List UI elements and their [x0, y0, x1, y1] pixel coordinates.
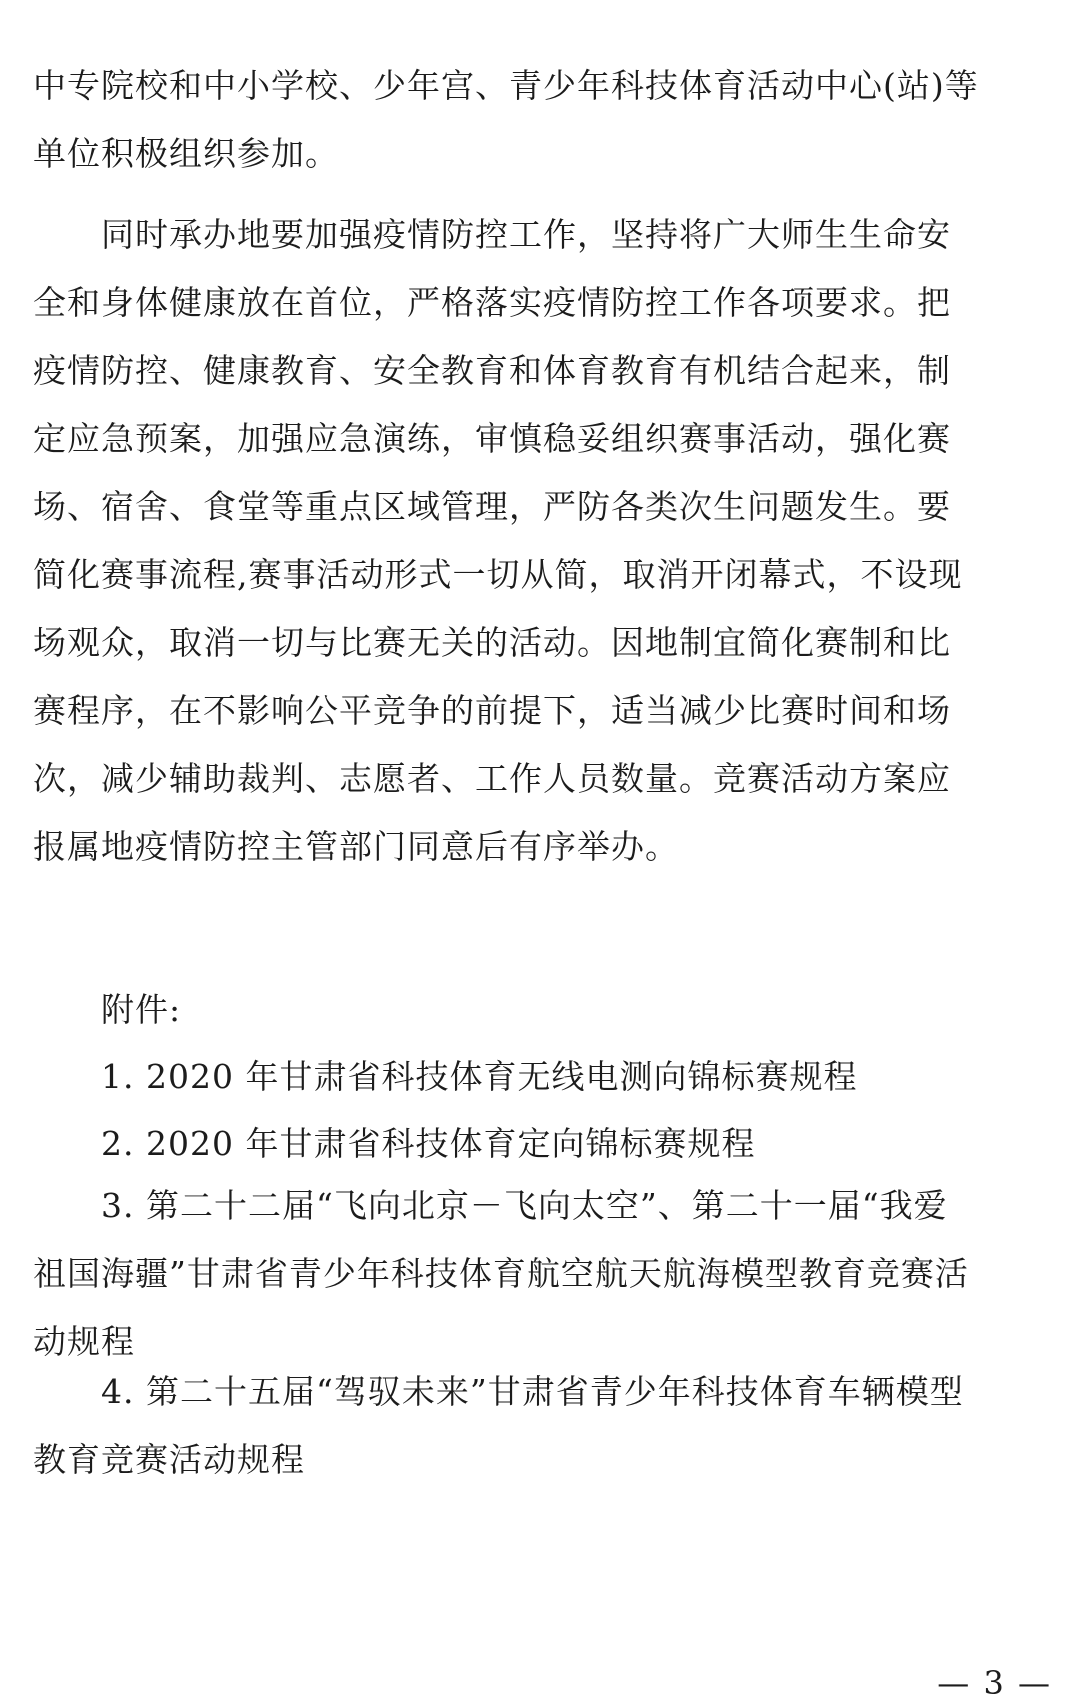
- attachment-3-line-1: 3. 第二十二届“飞向北京－飞向太空”、第二十一届“我爱: [101, 1186, 948, 1225]
- paragraph-1-line-1: 中专院校和中小学校、少年宫、青少年科技体育活动中心(站)等: [33, 66, 979, 105]
- attachment-item-1: [33, 1043, 1053, 1111]
- attachment-item-2: [33, 1110, 1053, 1178]
- paragraph-2: [33, 201, 1053, 881]
- paragraph-2-line-5: 场、宿舍、食堂等重点区域管理，严防各类次生问题发生。要: [33, 487, 951, 526]
- paragraph-1: [33, 52, 1053, 188]
- paragraph-2-line-10: 报属地疫情防控主管部门同意后有序举办。: [33, 827, 679, 866]
- attachment-3-line-3: 动规程: [33, 1322, 135, 1361]
- paragraph-1-line-2: 单位积极组织参加。: [33, 134, 339, 173]
- attachment-1-line-1: 1. 2020 年甘肃省科技体育无线电测向锦标赛规程: [101, 1057, 858, 1096]
- paragraph-2-line-7: 场观众，取消一切与比赛无关的活动。因地制宜简化赛制和比: [33, 623, 951, 662]
- paragraph-2-line-3: 疫情防控、健康教育、安全教育和体育教育有机结合起来，制: [33, 351, 951, 390]
- paragraph-2-line-2: 全和身体健康放在首位，严格落实疫情防控工作各项要求。把: [33, 283, 951, 322]
- attachments-heading-text: 附件:: [101, 990, 182, 1029]
- attachment-3-line-2: 祖国海疆”甘肃省青少年科技体育航空航天航海模型教育竞赛活: [33, 1254, 969, 1293]
- paragraph-2-line-9: 次，减少辅助裁判、志愿者、工作人员数量。竞赛活动方案应: [33, 759, 951, 798]
- attachment-item-4: [33, 1358, 1053, 1494]
- attachment-2-line-1: 2. 2020 年甘肃省科技体育定向锦标赛规程: [101, 1124, 756, 1163]
- page-number: — 3 —: [937, 1664, 1052, 1702]
- attachment-4-line-1: 4. 第二十五届“驾驭未来”甘肃省青少年科技体育车辆模型: [101, 1372, 964, 1411]
- paragraph-2-line-4: 定应急预案，加强应急演练，审慎稳妥组织赛事活动，强化赛: [33, 419, 951, 458]
- attachment-item-3: [33, 1172, 1053, 1376]
- paragraph-2-line-8: 赛程序，在不影响公平竞争的前提下，适当减少比赛时间和场: [33, 691, 951, 730]
- paragraph-2-line-6: 简化赛事流程,赛事活动形式一切从简，取消开闭幕式，不设现: [33, 555, 963, 594]
- attachments-heading: [33, 976, 1053, 1044]
- attachment-4-line-2: 教育竞赛活动规程: [33, 1440, 305, 1479]
- paragraph-2-line-1: 同时承办地要加强疫情防控工作，坚持将广大师生生命安: [101, 215, 951, 254]
